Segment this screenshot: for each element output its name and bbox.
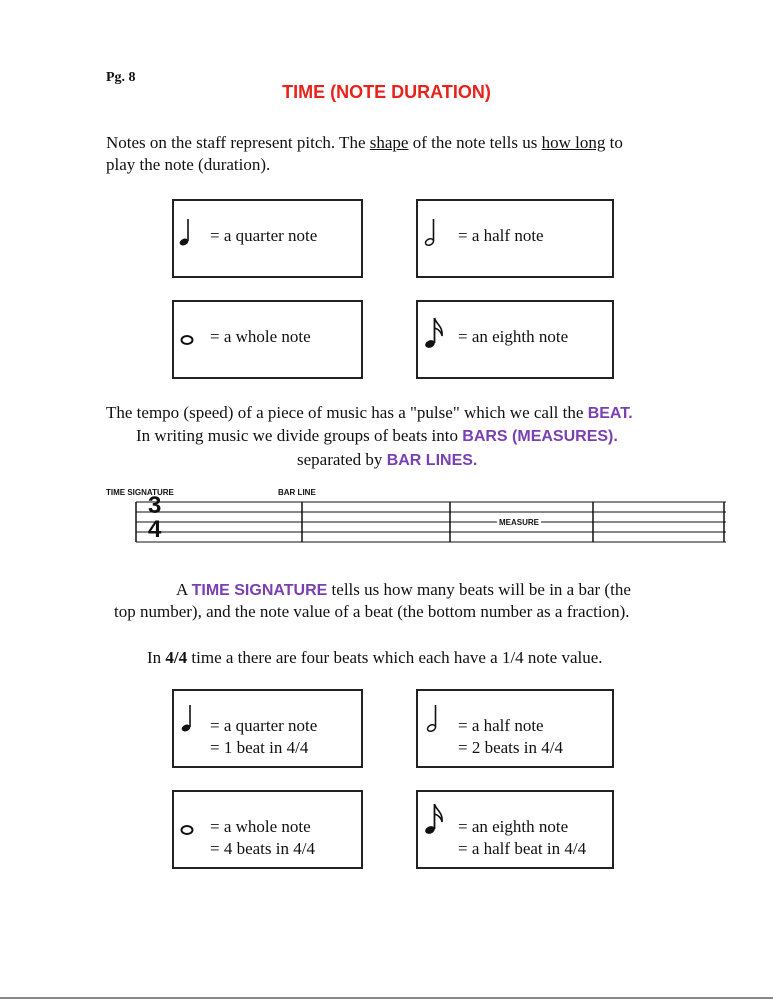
- staff-diagram: [106, 486, 726, 556]
- beat-box-half: [416, 689, 614, 768]
- intro-text: to: [605, 133, 623, 152]
- tempo-text: separated by: [297, 450, 387, 469]
- note-beats: = 4 beats in 4/4: [210, 839, 315, 858]
- note-beats: = 2 beats in 4/4: [458, 738, 563, 757]
- quarter-note-icon: [179, 217, 193, 247]
- eighth-note-icon: [424, 316, 446, 350]
- half-note-icon: [424, 217, 438, 247]
- note-desc: = a quarter note: [210, 226, 318, 245]
- measure-label: MEASURE: [499, 518, 540, 527]
- intro-shape: shape: [369, 133, 409, 152]
- note-beats: = a half beat in 4/4: [458, 839, 587, 858]
- timesig-text: A: [176, 580, 192, 599]
- page-title: TIME (NOTE DURATION): [282, 82, 491, 102]
- tempo-line-2: [136, 425, 756, 448]
- timesig-text: top number), and the note value of a beat (the bottom number as a fraction).: [114, 602, 630, 621]
- keyword-bars: BARS (MEASURES).: [462, 428, 618, 445]
- intro-text: Notes on the staff represent pitch. The: [106, 133, 370, 152]
- note-desc: = an eighth note: [458, 817, 569, 836]
- intro-text: of the note tells us: [408, 133, 542, 152]
- time-signature-bottom: 4: [148, 516, 162, 543]
- eighth-note-icon: [424, 802, 446, 836]
- tempo-line-1: [106, 402, 766, 425]
- timesig-line-1: [176, 579, 756, 602]
- quarter-note-icon: [181, 703, 195, 733]
- staff: [106, 498, 726, 558]
- half-note-icon: [426, 703, 440, 733]
- intro-how-long: how long: [541, 133, 606, 152]
- note-box-eighth: [416, 300, 614, 379]
- timesig-line-2: [114, 601, 764, 623]
- tempo-text: The tempo (speed) of a piece of music has a "pulse" which we call the: [106, 403, 588, 422]
- whole-note-icon: [180, 334, 194, 346]
- note-box-whole: [172, 300, 363, 379]
- four-four-text: In: [147, 648, 166, 667]
- bar-line-label: BAR LINE: [278, 488, 316, 497]
- page-bottom-rule: [0, 997, 773, 999]
- note-box-half: [416, 199, 614, 278]
- timesig-text: tells us how many beats will be in a bar (the: [327, 580, 631, 599]
- tempo-text: In writing music we divide groups of beats into: [136, 426, 463, 445]
- intro-text: play the note (duration).: [106, 155, 271, 174]
- four-four-bold: 4/4: [165, 648, 188, 667]
- time-signature-label: TIME SIGNATURE: [106, 488, 174, 497]
- beat-box-whole: [172, 790, 363, 869]
- note-desc: = a half note: [458, 226, 544, 245]
- note-desc: = a whole note: [210, 327, 311, 346]
- beat-box-quarter: [172, 689, 363, 768]
- keyword-beat: BEAT.: [587, 405, 633, 422]
- tempo-line-3: [297, 449, 697, 472]
- note-desc: = an eighth note: [458, 327, 569, 346]
- note-desc: = a quarter note: [210, 716, 318, 735]
- beat-box-eighth: [416, 790, 614, 869]
- intro-paragraph: [106, 132, 706, 176]
- page-number: Pg. 8: [106, 70, 136, 85]
- time-signature-top: 3: [148, 492, 162, 519]
- four-four-text: time a there are four beats which each have a 1/4 note value.: [187, 648, 603, 667]
- note-box-quarter: [172, 199, 363, 278]
- keyword-time-signature: TIME SIGNATURE: [191, 582, 328, 599]
- note-beats: = 1 beat in 4/4: [210, 738, 309, 757]
- keyword-bar-lines: BAR LINES.: [386, 452, 478, 469]
- four-four-line: [147, 647, 747, 669]
- whole-note-icon: [180, 824, 194, 836]
- note-desc: = a half note: [458, 716, 544, 735]
- note-desc: = a whole note: [210, 817, 311, 836]
